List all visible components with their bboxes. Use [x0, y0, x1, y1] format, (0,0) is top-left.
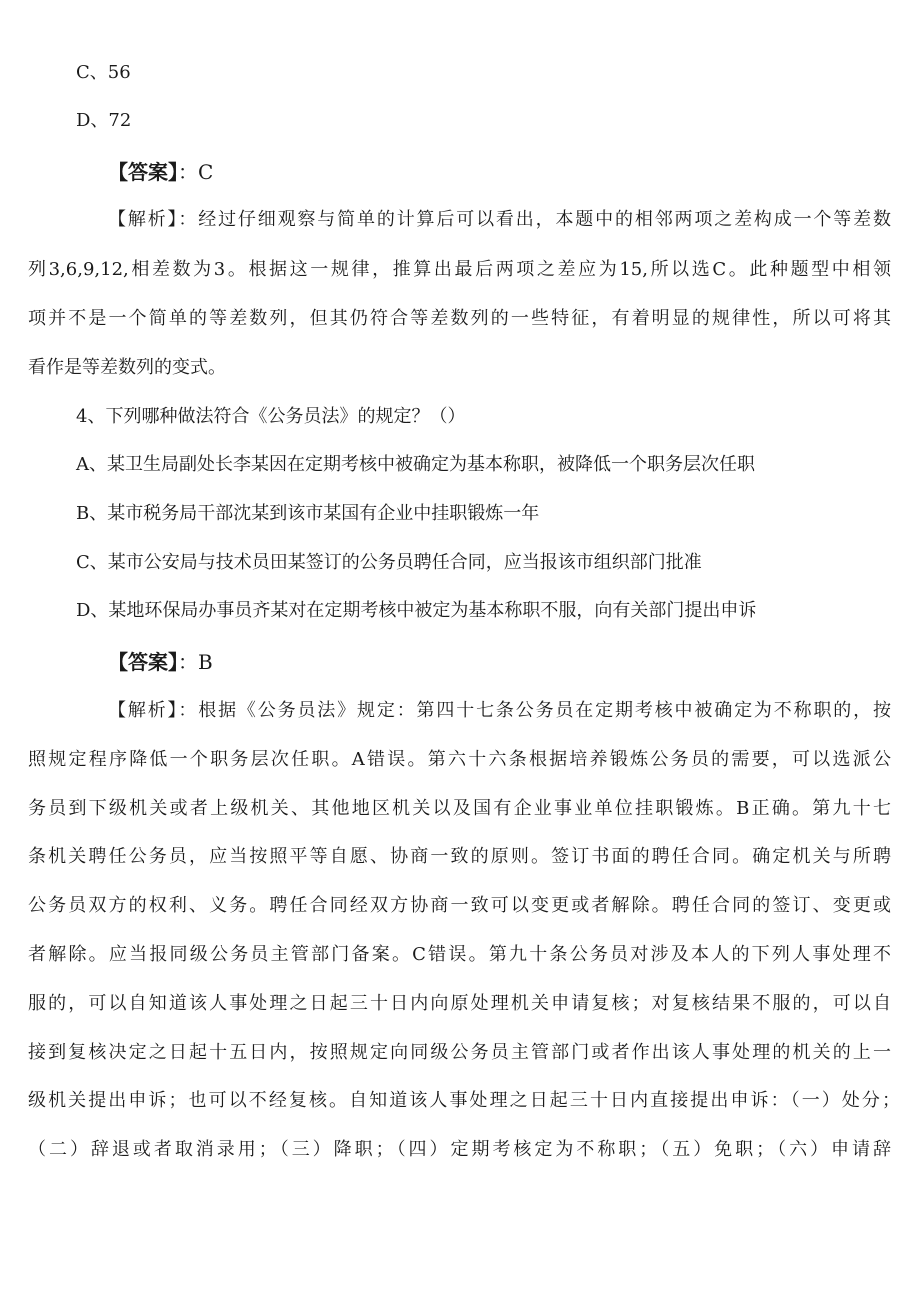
- answer-tag: 【答案】: [108, 650, 178, 674]
- q3-option-d: D、72: [76, 110, 132, 131]
- q3-explanation-line: 列3,6,9,12,相差数为3。根据这一规律，推算出最后两项之差应为15,所以选C。此种题型中相领: [28, 259, 891, 280]
- answer-value: ：C: [178, 160, 214, 184]
- q3-option-c: C、56: [76, 62, 131, 83]
- q4-option-b: B、某市税务局干部沈某到该市某国有企业中挂职锻炼一年: [76, 503, 540, 524]
- q4-answer: [108, 649, 213, 675]
- q4-explanation-line: 服的，可以自知道该人事处理之日起三十日内向原处理机关申请复核；对复核结果不服的，可以自: [28, 993, 891, 1014]
- q4-explanation-line: 【解析】：根据《公务员法》规定：第四十七条公务员在定期考核中被确定为不称职的，按: [108, 700, 891, 721]
- q4-option-d: D、某地环保局办事员齐某对在定期考核中被定为基本称职不服，向有关部门提出申诉: [76, 600, 757, 621]
- q3-explanation-line: 【解析】：经过仔细观察与简单的计算后可以看出，本题中的相邻两项之差构成一个等差数: [108, 209, 891, 230]
- answer-tag: 【答案】: [108, 160, 178, 184]
- q4-stem: 4、下列哪种做法符合《公务员法》的规定？（）: [76, 406, 466, 427]
- q4-explanation-line: 照规定程序降低一个职务层次任职。A错误。第六十六条根据培养锻炼公务员的需要，可以选派公: [28, 749, 891, 770]
- q3-explanation-line: 看作是等差数列的变式。: [28, 357, 226, 378]
- q3-answer: [108, 159, 213, 185]
- q4-explanation-line: 接到复核决定之日起十五日内，按照规定向同级公务员主管部门或者作出该人事处理的机关的上一: [28, 1042, 891, 1063]
- q4-explanation-line: 公务员双方的权利、义务。聘任合同经双方协商一致可以变更或者解除。聘任合同的签订、变更或: [28, 895, 891, 916]
- answer-value: ：B: [178, 650, 213, 674]
- q4-explanation-line: 务员到下级机关或者上级机关、其他地区机关以及国有企业事业单位挂职锻炼。B正确。第九十七: [28, 798, 891, 819]
- q3-explanation-line: 项并不是一个简单的等差数列，但其仍符合等差数列的一些特征，有着明显的规律性，所以可将其: [28, 308, 891, 329]
- q4-option-c: C、某市公安局与技术员田某签订的公务员聘任合同，应当报该市组织部门批准: [76, 552, 702, 573]
- q4-explanation-line: 级机关提出申诉；也可以不经复核。自知道该人事处理之日起三十日内直接提出申诉：（一）处分；: [28, 1090, 900, 1111]
- q4-explanation-line: （二）辞退或者取消录用；（三）降职；（四）定期考核定为不称职；（五）免职；（六）申请辞: [28, 1139, 891, 1160]
- q4-explanation-line: 条机关聘任公务员，应当按照平等自愿、协商一致的原则。签订书面的聘任合同。确定机关与所聘: [28, 846, 891, 867]
- q4-option-a: A、某卫生局副处长李某因在定期考核中被确定为基本称职，被降低一个职务层次任职: [76, 454, 755, 475]
- q4-explanation-line: 者解除。应当报同级公务员主管部门备案。C错误。第九十条公务员对涉及本人的下列人事处理不: [28, 944, 891, 965]
